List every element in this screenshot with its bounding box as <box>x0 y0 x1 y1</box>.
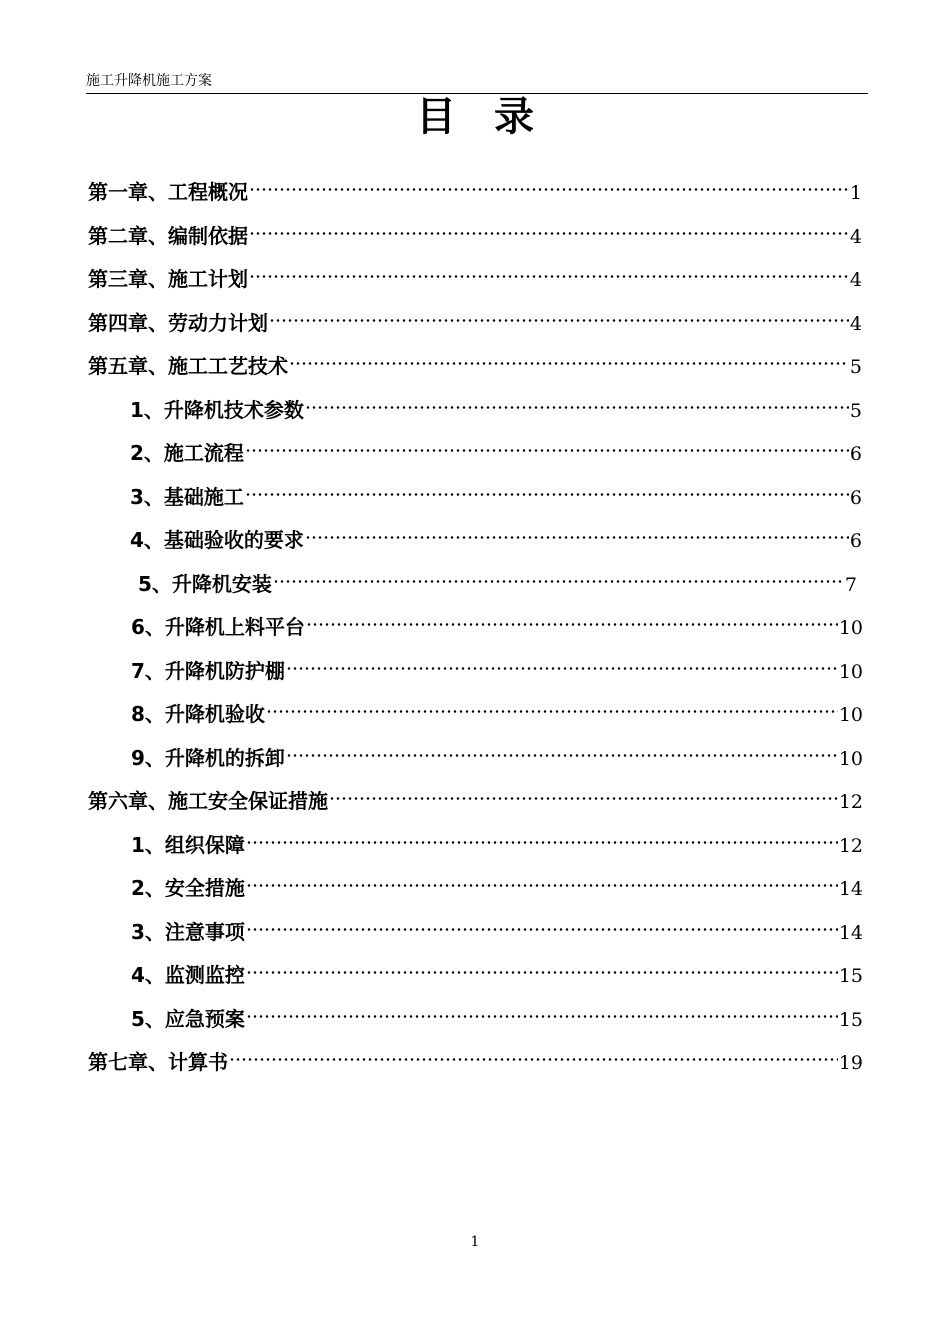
toc-entry[interactable] <box>88 345 862 378</box>
toc-leader-dots <box>269 302 849 330</box>
toc-entry[interactable] <box>131 650 863 683</box>
toc-entry[interactable] <box>88 258 862 291</box>
toc-entry[interactable] <box>88 215 862 248</box>
toc-entry-page: 10 <box>838 617 863 639</box>
toc-leader-dots <box>306 606 838 634</box>
toc-entry-page: 5 <box>849 356 862 378</box>
toc-leader-dots <box>246 998 838 1026</box>
toc-entry-page: 7 <box>844 574 857 596</box>
toc-entry-page: 15 <box>838 1009 863 1031</box>
toc-entry-page: 15 <box>838 965 863 987</box>
toc-leader-dots <box>286 650 838 678</box>
toc-entry[interactable] <box>130 476 862 509</box>
toc-leader-dots <box>329 780 838 808</box>
toc-entry-page: 14 <box>838 922 863 944</box>
toc-entry-page: 1 <box>849 182 862 204</box>
toc-entry-page: 12 <box>838 791 863 813</box>
toc-entry[interactable] <box>131 911 863 944</box>
toc-leader-dots <box>249 171 849 199</box>
toc-entry-title: 第一章、工程概况 <box>88 180 248 204</box>
toc-entry-title: 9、升降机的拆卸 <box>131 746 285 770</box>
toc-entry[interactable] <box>130 432 862 465</box>
toc-leader-dots <box>266 693 838 721</box>
toc-entry-title: 5、升降机安装 <box>138 572 272 596</box>
toc-entry-title: 2、施工流程 <box>130 441 244 465</box>
toc-entry-page: 12 <box>838 835 863 857</box>
toc-leader-dots <box>273 563 844 591</box>
toc-entry[interactable] <box>131 954 863 987</box>
toc-leader-dots <box>249 258 849 286</box>
toc-entry-page: 6 <box>849 487 862 509</box>
toc-entry-title: 第七章、计算书 <box>88 1050 228 1074</box>
toc-entry-page: 14 <box>838 878 863 900</box>
toc-entry[interactable] <box>88 302 862 335</box>
toc-entry-title: 8、升降机验收 <box>131 702 265 726</box>
toc-leader-dots <box>249 215 849 243</box>
toc-entry-page: 5 <box>849 400 862 422</box>
toc-entry-title: 第四章、劳动力计划 <box>88 311 268 335</box>
toc-entry-title: 3、基础施工 <box>130 485 244 509</box>
toc-entry[interactable] <box>131 867 863 900</box>
toc-entry-title: 第五章、施工工艺技术 <box>88 354 288 378</box>
toc-title: 目录 <box>416 94 572 140</box>
page-number: 1 <box>470 1234 480 1250</box>
toc-entry-page: 19 <box>838 1052 863 1074</box>
toc-entry-title: 5、应急预案 <box>131 1007 245 1031</box>
running-header-text: 施工升降机施工方案 <box>86 73 212 89</box>
toc-leader-dots <box>245 476 849 504</box>
toc-entry-title: 1、组织保障 <box>131 833 245 857</box>
toc-leader-dots <box>246 954 838 982</box>
toc-leader-dots <box>289 345 849 373</box>
toc-entry-page: 10 <box>838 661 863 683</box>
toc-entry[interactable] <box>130 389 862 422</box>
toc-entry[interactable] <box>131 998 863 1031</box>
toc-entry[interactable] <box>131 693 863 726</box>
toc-entry-title: 2、安全措施 <box>131 876 245 900</box>
toc-leader-dots <box>229 1041 838 1069</box>
toc-entry-title: 第二章、编制依据 <box>88 224 248 248</box>
toc-entry-title: 4、基础验收的要求 <box>130 528 304 552</box>
toc-entry[interactable] <box>131 824 863 857</box>
toc-entry-page: 4 <box>849 226 862 248</box>
toc-entry-title: 3、注意事项 <box>131 920 245 944</box>
toc-entry-title: 第六章、施工安全保证措施 <box>88 789 328 813</box>
toc-entry-page: 10 <box>838 704 863 726</box>
toc-leader-dots <box>305 519 849 547</box>
toc-entry[interactable] <box>131 606 863 639</box>
toc-entry[interactable] <box>88 780 863 813</box>
toc-entry-title: 7、升降机防护棚 <box>131 659 285 683</box>
toc-entry-page: 6 <box>849 530 862 552</box>
toc-leader-dots <box>305 389 849 417</box>
toc-leader-dots <box>246 824 838 852</box>
toc-entry-page: 10 <box>838 748 863 770</box>
toc-entry-page: 6 <box>849 443 862 465</box>
toc-leader-dots <box>286 737 838 765</box>
toc-entry[interactable] <box>131 737 863 770</box>
toc-entry[interactable] <box>88 1041 863 1074</box>
toc-entry-title: 4、监测监控 <box>131 963 245 987</box>
toc-entry-title: 6、升降机上料平台 <box>131 615 305 639</box>
toc-entry-title: 第三章、施工计划 <box>88 267 248 291</box>
toc-leader-dots <box>246 867 838 895</box>
toc-entry[interactable] <box>138 563 857 596</box>
toc-entry[interactable] <box>130 519 862 552</box>
toc-entry-title: 1、升降机技术参数 <box>130 398 304 422</box>
toc-entry[interactable] <box>88 171 862 204</box>
toc-leader-dots <box>246 911 838 939</box>
toc-leader-dots <box>245 432 849 460</box>
toc-entry-page: 4 <box>849 313 862 335</box>
toc-entry-page: 4 <box>849 269 862 291</box>
